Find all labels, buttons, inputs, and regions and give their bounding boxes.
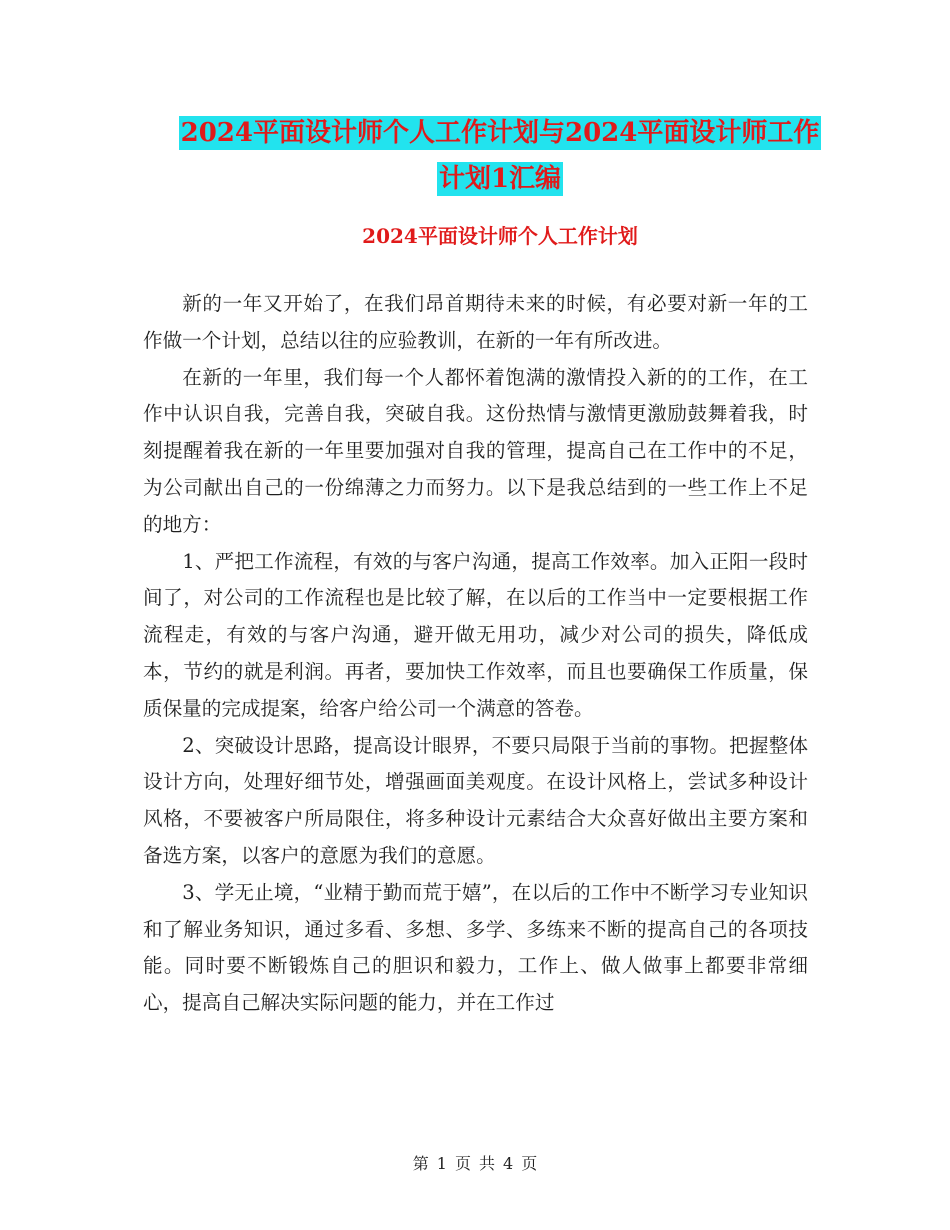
paragraph: 在新的一年里，我们每一个人都怀着饱满的激情投入新的的工作，在工作中认识自我，完善自我，突破自我。这份热情与激情更激励鼓舞着我，时刻提醒着我在新的一年里要加强对自我的管理，提高自己在工作中的不足，为公司献出自己的一份绵薄之力而努力。以下是我总结到的一些工作上不足的地方： xyxy=(143,365,808,536)
footer-total-pages: 4 xyxy=(503,1154,514,1173)
paragraph: 1、严把工作流程，有效的与客户沟通，提高工作效率。加入正阳一段时间了，对公司的工作流程也是比较了解，在以后的工作当中一定要根据工作流程走，有效的与客户沟通，避开做无用功，减少对公司的损失，降低成本，节约的就是利润。再者，要加快工作效率，而且也要确保工作质量，保质保量的完成提案，给客户给公司一个满意的答卷。 xyxy=(143,549,808,720)
page-footer xyxy=(0,1152,950,1176)
footer-page-unit: 页 xyxy=(454,1154,471,1173)
document-title-line1: 2024平面设计师个人工作计划与2024平面设计师工作 xyxy=(180,118,820,148)
section-title: 2024平面设计师个人工作计划 xyxy=(362,224,638,248)
footer-total-label: 共 xyxy=(479,1154,496,1173)
document-title-line2: 计划1汇编 xyxy=(438,164,562,194)
footer-prefix: 第 xyxy=(412,1154,429,1173)
paragraph: 2、突破设计思路，提高设计眼界，不要只局限于当前的事物。把握整体设计方向，处理好细节处，增强画面美观度。在设计风格上，尝试多种设计风格，不要被客户所局限住，将多种设计元素结合大众喜好做出主要方案和备选方案，以客户的意愿为我们的意愿。 xyxy=(143,733,808,867)
footer-total-unit: 页 xyxy=(521,1154,538,1173)
footer-current-page: 1 xyxy=(436,1154,447,1173)
document-body xyxy=(143,286,808,1022)
paragraph: 新的一年又开始了，在我们昂首期待未来的时候，有必要对新一年的工作做一个计划，总结以往的应验教训，在新的一年有所改进。 xyxy=(143,292,808,352)
paragraph: 3、学无止境，“业精于勤而荒于嬉”，在以后的工作中不断学习专业知识和了解业务知识，通过多看、多想、多学、多练来不断的提高自己的各项技能。同时要不断锻炼自己的胆识和毅力，工作上、做人做事上都要非常细心，提高自己解决实际问题的能力，并在工作过 xyxy=(143,880,808,1015)
document-title xyxy=(140,110,860,202)
